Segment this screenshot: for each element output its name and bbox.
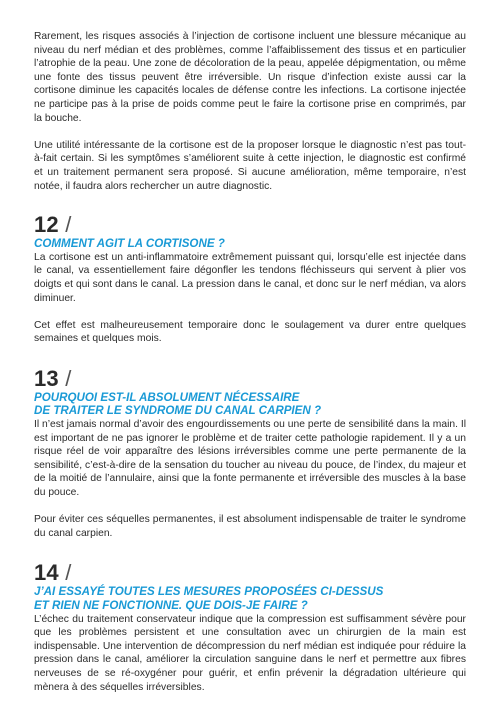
section-paragraph: La cortisone est un anti-inflammatoire extrêmement puissant qui, lorsqu’elle est injectée dans le canal, va essentiellement faire dégonfler les tendons fléchisseurs qui servent à plier vos doigts et qui sont dans le canal. La pression dans le canal, et donc sur le nerf médian, va alors diminuer. [34,251,466,304]
intro [34,30,466,193]
section-14 [34,561,466,694]
section-paragraph: Il n’est jamais normal d’avoir des engourdissements ou une perte de sensibilité dans la main. Il est important de ne pas ignorer le problème et de traiter cette pathologie rapidement. Il y a un risque réel de voir apparaître des lésions irréversibles comme une perte permanente de la sensibilité, c’est-à-dire de la sensation du toucher au niveau du pouce, de l’index, du majeur et de la moitié de l’annulaire, ainsi que la fonte permanente et irréversible des muscles à la base du pouce. [34,419,466,499]
section-paragraph: Pour éviter ces séquelles permanentes, il est absolument indispensable de traiter le syndrome du canal carpien. [34,514,466,539]
section-number: 12 / [34,212,72,238]
section-question: J’AI ESSAYÉ TOUTES LES MESURES PROPOSÉES CI-DESSUS ET RIEN NE FONCTIONNE. QUE DOIS-JE FAIRE ? [34,585,384,612]
section-question: POURQUOI EST-IL ABSOLUMENT NÉCESSAIRE DE TRAITER LE SYNDROME DU CANAL CARPIEN ? [34,390,322,418]
section-12 [34,213,466,346]
section-paragraph: L’échec du traitement conservateur indique que la compression est suffisamment sévère pour que les problèmes persistent et une consultation avec un chirurgien de la main est indispensable. Une intervention de décompression du nerf médian est indiquée pour réduire la pression dans le canal, améliorer la circulation sanguine dans le nerf et permettre aux fibres nerveuses de se ré-oxygéner pour guérir, et enfin prévenir la dégradation ultérieure qui mènera à des séquelles irréversibles. [34,613,466,693]
section-paragraph: Cet effet est malheureusement temporaire donc le soulagement va durer entre quelques semaines et quelques mois. [34,319,466,345]
section-question: COMMENT AGIT LA CORTISONE ? [34,237,225,251]
section-13 [34,367,466,541]
intro-paragraph: Rarement, les risques associés à l’injection de cortisone incluent une blessure mécanique au niveau du nerf médian et des problèmes, comme l’affaiblissement des tissus et en particulier l’atrophie de la peau. Une zone de décoloration de la peau, appelée dépigmentation, ou même une fonte des tissus peuvent être irréversible. Un risque d’infection existe aussi car la cortisone diminue les capacités locales de défense contre les infections. La cortisone injectée ne participe pas à la prise de poids comme peut le faire la cortisone prise en comprimés, par la bouche. [34,31,466,124]
section-number: 13 / [34,365,72,391]
intro-paragraph: Une utilité intéressante de la cortisone est de la proposer lorsque le diagnostic n’est pas tout-à-fait certain. Si les symptômes s’améliorent suite à cette injection, le diagnostic est confirmé et un traitement permanent sera proposé. Si aucune amélioration, même temporaire, n’est notée, il faudra alors rechercher un autre diagnostic. [34,139,466,192]
section-number: 14 / [34,560,72,586]
